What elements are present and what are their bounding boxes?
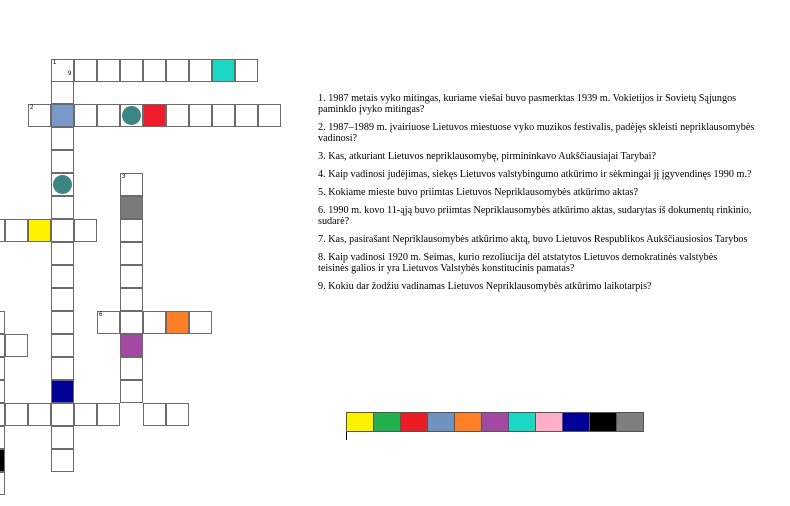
crossword-cell[interactable] <box>51 426 74 449</box>
crossword-cell[interactable] <box>5 403 28 426</box>
text-cursor <box>346 432 347 440</box>
crossword-cell[interactable] <box>74 59 97 82</box>
crossword-cell[interactable] <box>51 59 74 82</box>
crossword-cell[interactable] <box>51 196 74 219</box>
color-swatch[interactable] <box>454 412 482 432</box>
crossword-cell[interactable] <box>120 59 143 82</box>
crossword-cell[interactable] <box>51 173 74 196</box>
clue-item <box>318 169 790 180</box>
crossword-cell[interactable] <box>74 219 97 242</box>
crossword-cell[interactable] <box>0 472 5 495</box>
clue-text: teisinės galios ir yra Lietuvos Valstybės konstitucinis pamatas? <box>318 263 575 274</box>
crossword-cell[interactable] <box>51 288 74 311</box>
crossword-cell[interactable] <box>120 104 143 127</box>
clue-text: 2. 1987–1989 m. įvairiuose Lietuvos miestuose vyko muzikos festivalis, padėjęs skleisti nepriklausomybės <box>318 122 755 133</box>
clue-item <box>318 151 790 162</box>
crossword-grid <box>0 0 300 506</box>
crossword-cell[interactable] <box>51 242 74 265</box>
clue-number: 2 <box>30 105 34 111</box>
clue-text: 6. 1990 m. kovo 11-ąją buvo priimtas Nepriklausomybės atkūrimo aktas, sudarytas iš dokumentų rinkinio, <box>318 205 752 216</box>
crossword-cell[interactable] <box>51 403 74 426</box>
crossword-cell[interactable] <box>189 59 212 82</box>
crossword-cell[interactable] <box>51 265 74 288</box>
crossword-cell[interactable] <box>51 104 74 127</box>
crossword-cell[interactable] <box>235 59 258 82</box>
crossword-cell[interactable] <box>28 219 51 242</box>
crossword-cell[interactable] <box>5 334 28 357</box>
crossword-cell[interactable] <box>51 380 74 403</box>
color-swatch[interactable] <box>562 412 590 432</box>
clue-item <box>318 205 790 227</box>
color-swatch[interactable] <box>589 412 617 432</box>
clue-text: 7. Kas, pasirašant Nepriklausomybės atkūrimo aktą, buvo Lietuvos Respublikos Aukščiausiosios Tarybos <box>318 234 748 245</box>
clue-item <box>318 93 790 115</box>
color-swatch[interactable] <box>400 412 428 432</box>
crossword-cell[interactable] <box>189 104 212 127</box>
color-swatch[interactable] <box>481 412 509 432</box>
color-swatch[interactable] <box>373 412 401 432</box>
crossword-cell[interactable] <box>166 311 189 334</box>
crossword-cell[interactable] <box>51 150 74 173</box>
crossword-cell[interactable] <box>51 357 74 380</box>
crossword-cell[interactable] <box>143 59 166 82</box>
clue-item <box>318 187 790 198</box>
crossword-cell[interactable] <box>120 242 143 265</box>
crossword-cell[interactable] <box>51 449 74 472</box>
crossword-cell[interactable] <box>0 357 5 380</box>
crossword-cell[interactable] <box>120 265 143 288</box>
color-palette <box>346 412 643 432</box>
crossword-cell[interactable] <box>28 403 51 426</box>
crossword-cell[interactable] <box>143 403 166 426</box>
crossword-cell[interactable] <box>120 311 143 334</box>
clue-text: vadinosi? <box>318 133 358 144</box>
circle-marker <box>53 175 72 194</box>
clue-text: 4. Kaip vadinosi judėjimas, siekęs Lietuvos valstybingumo atkūrimo ir sėkmingai jį įgyvendinęs 1990 m.? <box>318 169 752 180</box>
crossword-cell[interactable] <box>143 311 166 334</box>
crossword-cell[interactable] <box>166 59 189 82</box>
clue-number: 9 <box>68 71 72 77</box>
clue-text: paminklo įvyko mitingas? <box>318 104 425 115</box>
crossword-cell[interactable] <box>189 311 212 334</box>
color-swatch[interactable] <box>616 412 644 432</box>
crossword-cell[interactable] <box>28 104 51 127</box>
clue-item <box>318 281 790 292</box>
crossword-cell[interactable] <box>97 59 120 82</box>
clue-item <box>318 252 790 274</box>
crossword-cell[interactable] <box>235 104 258 127</box>
color-swatch[interactable] <box>535 412 563 432</box>
crossword-cell[interactable] <box>120 357 143 380</box>
clue-list <box>318 93 790 299</box>
crossword-cell[interactable] <box>0 449 5 472</box>
crossword-cell[interactable] <box>120 288 143 311</box>
clue-number: 3 <box>122 174 126 180</box>
crossword-cell[interactable] <box>0 334 5 357</box>
crossword-cell[interactable] <box>74 104 97 127</box>
crossword-cell[interactable] <box>258 104 281 127</box>
circle-marker <box>122 106 141 125</box>
crossword-cell[interactable] <box>97 104 120 127</box>
crossword-cell[interactable] <box>120 196 143 219</box>
color-swatch[interactable] <box>427 412 455 432</box>
color-swatch[interactable] <box>508 412 536 432</box>
clue-text: 5. Kokiame mieste buvo priimtas Lietuvos Nepriklausomybės atkūrimo aktas? <box>318 187 638 198</box>
crossword-cell[interactable] <box>120 173 143 196</box>
clue-text: 9. Kokiu dar žodžiu vadinamas Lietuvos Nepriklausomybės atkūrimo laikotarpis? <box>318 281 652 292</box>
crossword-cell[interactable] <box>5 219 28 242</box>
crossword-cell[interactable] <box>51 127 74 150</box>
crossword-cell[interactable] <box>120 380 143 403</box>
crossword-cell[interactable] <box>0 311 5 334</box>
crossword-cell[interactable] <box>166 403 189 426</box>
crossword-cell[interactable] <box>120 219 143 242</box>
clue-item <box>318 122 790 144</box>
crossword-cell[interactable] <box>97 311 120 334</box>
crossword-cell[interactable] <box>166 104 189 127</box>
clue-text: 1. 1987 metais vyko mitingas, kuriame viešai buvo pasmerktas 1939 m. Vokietijos ir Sovietų Sąjungos <box>318 93 737 104</box>
clue-text: 8. Kaip vadinosi 1920 m. Seimas, kurio rezoliucija dėl atstatytos Lietuvos demokratinės valstybės <box>318 252 718 263</box>
crossword-cell[interactable] <box>51 219 74 242</box>
crossword-cell[interactable] <box>120 334 143 357</box>
crossword-cell[interactable] <box>212 104 235 127</box>
crossword-cell[interactable] <box>51 311 74 334</box>
clue-number: 1 <box>53 60 57 66</box>
crossword-cell[interactable] <box>51 81 74 104</box>
crossword-cell[interactable] <box>51 334 74 357</box>
crossword-cell[interactable] <box>212 59 235 82</box>
crossword-cell[interactable] <box>97 403 120 426</box>
crossword-cell[interactable] <box>74 403 97 426</box>
clue-text: 3. Kas, atkuriant Lietuvos nepriklausomybę, pirmininkavo Aukščiausiajai Tarybai? <box>318 151 657 162</box>
crossword-cell[interactable] <box>143 104 166 127</box>
clue-number: 6 <box>99 312 103 318</box>
crossword-cell[interactable] <box>0 380 5 403</box>
clue-item <box>318 234 790 245</box>
clue-text: sudarė? <box>318 216 350 227</box>
color-swatch[interactable] <box>346 412 374 432</box>
crossword-cell[interactable] <box>0 426 5 449</box>
